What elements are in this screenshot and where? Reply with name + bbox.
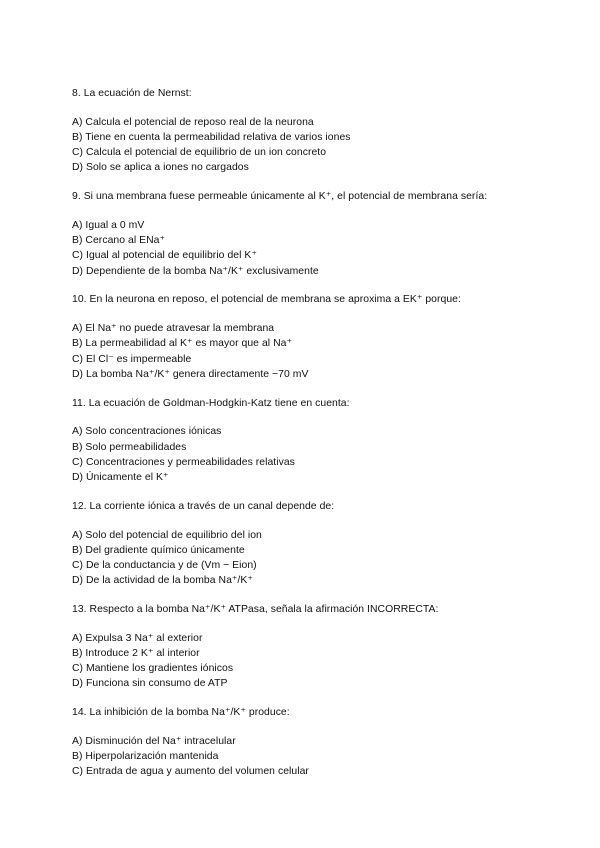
question-14 <box>72 705 542 779</box>
option-c: C) Calcula el potencial de equilibrio de un ion concreto <box>72 147 327 159</box>
option-c: C) De la conductancia y de (Vm − Eion) <box>72 560 257 572</box>
option-d: D) Solo se aplica a iones no cargados <box>72 162 249 174</box>
option-b: B) La permeabilidad al K⁺ es mayor que al Na⁺ <box>72 338 292 350</box>
question-11 <box>72 396 542 486</box>
question-8 <box>72 86 542 176</box>
question-stem: 14. La inhibición de la bomba Na⁺/K⁺ produce: <box>72 707 290 719</box>
option-d: D) La bomba Na⁺/K⁺ genera directamente −70 mV <box>72 368 309 380</box>
question-stem: 10. En la neurona en reposo, el potencial de membrana se aproxima a EK⁺ porque: <box>72 294 461 306</box>
option-b: B) Solo permeabilidades <box>72 441 187 453</box>
question-list <box>72 86 542 793</box>
option-a: A) Disminución del Na⁺ intracelular <box>72 736 236 748</box>
question-stem: 9. Si una membrana fuese permeable únicamente al K⁺, el potencial de membrana sería: <box>72 191 488 203</box>
option-d: D) Dependiente de la bomba Na⁺/K⁺ exclusivamente <box>72 265 319 277</box>
option-b: B) Cercano al ENa⁺ <box>72 235 166 247</box>
option-b: B) Introduce 2 K⁺ al interior <box>72 648 200 660</box>
option-a: A) Solo concentraciones iónicas <box>72 426 222 438</box>
option-d: D) Funciona sin consumo de ATP <box>72 678 228 690</box>
option-c: C) Mantiene los gradientes iónicos <box>72 663 234 675</box>
option-c: C) Entrada de agua y aumento del volumen celular <box>72 766 309 778</box>
option-a: A) Solo del potencial de equilibrio del ion <box>72 529 262 541</box>
question-stem: 12. La corriente iónica a través de un canal depende de: <box>72 500 335 512</box>
option-b: B) Tiene en cuenta la permeabilidad relativa de varios iones <box>72 132 351 143</box>
question-13 <box>72 602 542 692</box>
question-9 <box>72 189 542 279</box>
option-b: B) Hiperpolarización mantenida <box>72 751 219 763</box>
option-a: A) Igual a 0 mV <box>72 220 145 231</box>
question-10 <box>72 292 542 382</box>
option-d: D) De la actividad de la bomba Na⁺/K⁺ <box>72 575 253 587</box>
option-b: B) Del gradiente químico únicamente <box>72 544 245 556</box>
option-a: A) El Na⁺ no puede atravesar la membrana <box>72 323 275 335</box>
question-stem: 11. La ecuación de Goldman-Hodgkin-Katz tiene en cuenta: <box>72 397 350 409</box>
option-a: A) Calcula el potencial de reposo real de la neurona <box>72 116 314 128</box>
option-d: D) Únicamente el K⁺ <box>72 472 169 484</box>
option-c: C) Concentraciones y permeabilidades relativas <box>72 456 295 468</box>
question-12 <box>72 499 542 589</box>
option-c: C) El Cl⁻ es impermeable <box>72 353 192 365</box>
question-stem: 13. Respecto a la bomba Na⁺/K⁺ ATPasa, señala la afirmación INCORRECTA: <box>72 604 439 616</box>
question-stem: 8. La ecuación de Nernst: <box>72 88 192 99</box>
option-a: A) Expulsa 3 Na⁺ al exterior <box>72 632 203 644</box>
option-c: C) Igual al potencial de equilibrio del K⁺ <box>72 250 257 262</box>
